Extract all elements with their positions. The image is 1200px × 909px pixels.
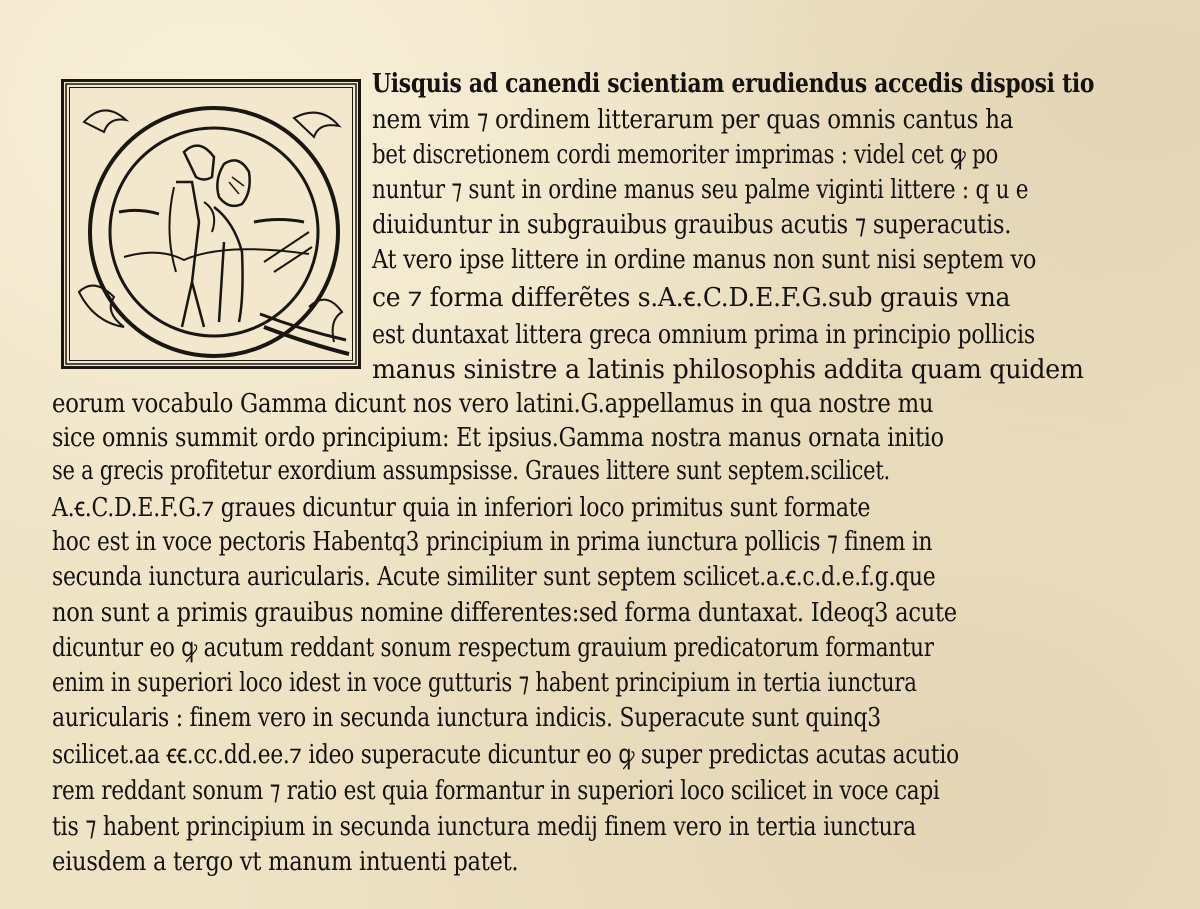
text-line: non sunt a primis grauibus nomine differentes:sed forma duntaxat. Ideoq3 acute bbox=[52, 597, 957, 628]
text-line: eorum vocabulo Gamma dicunt nos vero latini.G.appellamus in qua nostre mu bbox=[52, 388, 934, 419]
text-line: eiusdem a tergo vt manum intuenti patet. bbox=[52, 846, 519, 877]
text-line: secunda iunctura auricularis. Acute similiter sunt septem scilicet.a.ꞓ.c.d.e.f.g.que bbox=[52, 561, 936, 592]
text-line: At vero ipse littere in ordine manus non sunt nisi septem vo bbox=[372, 244, 1037, 275]
text-line: nuntur ⁊ sunt in ordine manus seu palme viginti littere : q u e bbox=[372, 174, 1029, 205]
text-line: nem vim ⁊ ordinem litterarum per quas omnis cantus ha bbox=[372, 104, 1014, 135]
text-line: bet discretionem cordi memoriter imprimas : videl cet ꝙ po bbox=[372, 139, 999, 170]
text-line: dicuntur eo ꝙ acutum reddant sonum respectum grauium predicatorum formantur bbox=[52, 632, 934, 663]
text-line: auricularis : finem vero in secunda iunctura indicis. Superacute sunt quinq3 bbox=[52, 702, 881, 733]
text-line: enim in superiori loco idest in voce gutturis ⁊ habent principium in tertia iunctura bbox=[52, 667, 917, 698]
text-line: manus sinistre a latinis philosophis addita quam quidem bbox=[372, 354, 1084, 385]
text-line: rem reddant sonum ⁊ ratio est quia formantur in superiori loco scilicet in voce capi bbox=[52, 775, 940, 806]
text-line: scilicet.aa ꞓꞓ.cc.dd.ee.⁊ ideo superacute dicuntur eo ꝙ super predictas acutas acutio bbox=[52, 739, 959, 770]
text-line: A.ꞓ.C.D.E.F.G.⁊ graues dicuntur quia in inferiori loco primitus sunt formate bbox=[52, 492, 871, 523]
text-line: Uisquis ad canendi scientiam erudiendus accedis disposi tio bbox=[372, 68, 1095, 99]
text-line: se a grecis profitetur exordium assumpsisse. Graues littere sunt septem.scilicet. bbox=[52, 455, 890, 486]
text-line: tis ⁊ habent principium in secunda iunctura medij finem vero in tertia iunctura bbox=[52, 811, 916, 842]
text-line: diuiduntur in subgrauibus grauibus acutis ⁊ superacutis. bbox=[372, 209, 1012, 240]
text-line: ce ⁊ forma differẽtes s.A.ꞓ.C.D.E.F.G.sub grauis vna bbox=[372, 282, 1011, 313]
text-line: est duntaxat littera greca omnium prima in principio pollicis bbox=[372, 319, 1035, 350]
text-line: hoc est in voce pectoris Habentq3 principium in prima iunctura pollicis ⁊ finem in bbox=[52, 526, 933, 557]
text-line: sice omnis summit ordo principium: Et ipsius.Gamma nostra manus ornata initio bbox=[52, 422, 944, 453]
